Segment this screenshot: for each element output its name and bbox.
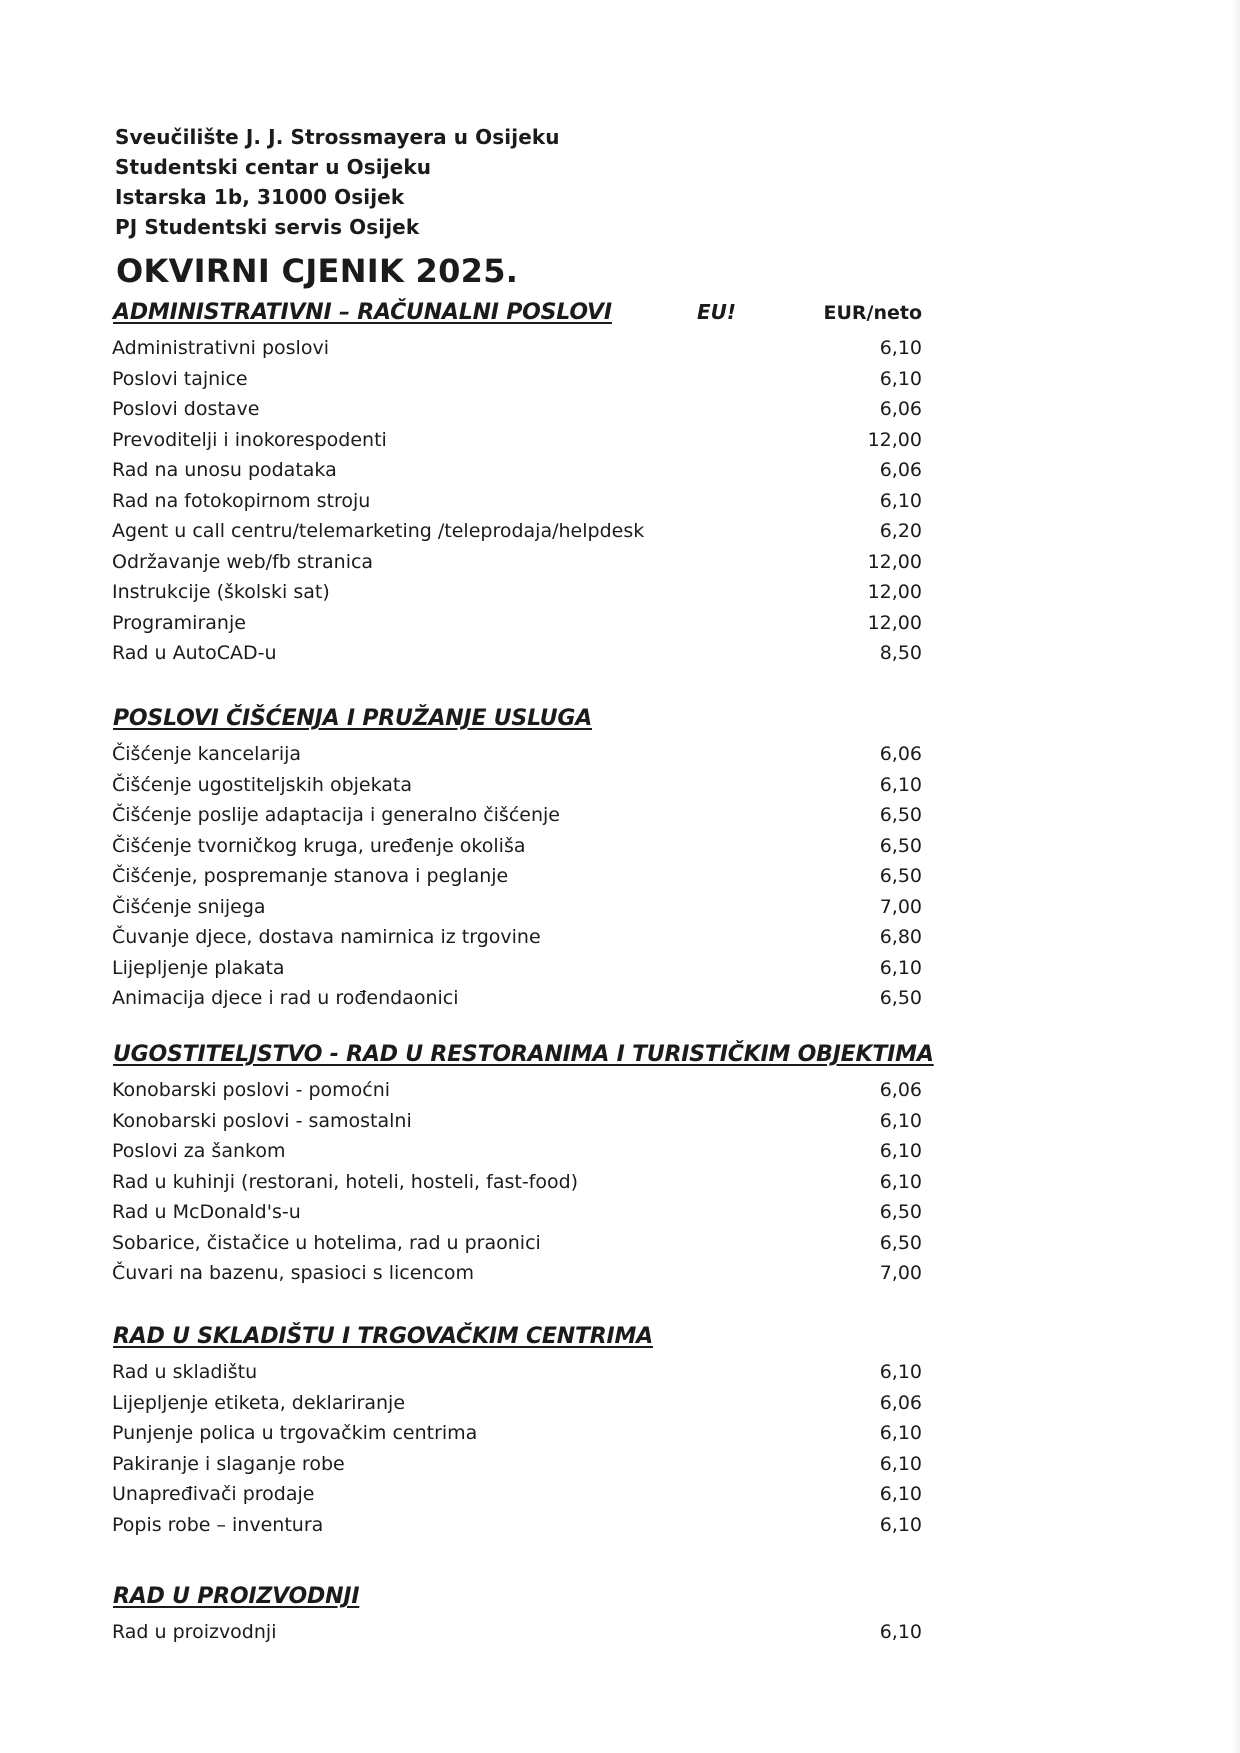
- service-name: Poslovi tajnice: [112, 367, 248, 390]
- price-row: [112, 771, 922, 802]
- section-title: POSLOVI ČIŠĆENJA I PRUŽANJE USLUGA: [113, 706, 593, 731]
- service-price: 6,10: [879, 773, 922, 796]
- price-row: [112, 548, 922, 579]
- service-name: Rad na unosu podataka: [112, 459, 337, 481]
- price-row: [112, 639, 922, 670]
- section-title: UGOSTITELJSTVO - RAD U RESTORANIMA I TURISTIČKIM OBJEKTIMA: [113, 1042, 934, 1067]
- price-row: [112, 1480, 922, 1511]
- service-price: 6,10: [879, 337, 922, 359]
- service-price: 6,10: [879, 1170, 922, 1193]
- price-row: [112, 1229, 922, 1260]
- service-price: 6,10: [879, 1513, 922, 1536]
- service-name: Punjenje polica u trgovačkim centrima: [112, 1422, 478, 1444]
- service-name: Održavanje web/fb stranica: [112, 550, 374, 573]
- price-row: [112, 487, 922, 518]
- service-name: Čišćenje tvorničkog kruga, uređenje okoliša: [112, 834, 526, 857]
- header-line: Sveučilište J. J. Strossmayera u Osijeku: [115, 125, 560, 149]
- service-price: 12,00: [867, 550, 922, 573]
- price-row: [112, 517, 922, 548]
- section-rows: [112, 1358, 922, 1541]
- service-name: Instrukcije (školski sat): [112, 581, 330, 603]
- service-price: 6,50: [879, 834, 922, 857]
- column-header-eur-neto: EUR/neto: [823, 302, 922, 324]
- service-price: 12,00: [867, 581, 922, 603]
- price-row: [112, 801, 922, 832]
- service-price: 6,06: [879, 1391, 922, 1414]
- section-rows: [112, 1618, 922, 1649]
- service-name: Rad u McDonald's-u: [112, 1201, 301, 1223]
- header-line: PJ Studentski servis Osijek: [115, 215, 420, 239]
- service-price: 6,20: [879, 520, 922, 542]
- service-name: Rad u kuhinji (restorani, hoteli, hosteli, fast-food): [112, 1170, 579, 1193]
- service-price: 6,10: [879, 1140, 922, 1162]
- section-rows: [112, 1076, 922, 1290]
- service-price: 6,80: [879, 926, 922, 948]
- section-administrativni: [112, 300, 922, 670]
- price-row: [112, 1137, 922, 1168]
- price-row: [112, 862, 922, 893]
- document-title: OKVIRNI CJENIK 2025.: [116, 252, 519, 290]
- section-skladiste: [112, 1324, 922, 1541]
- section-title: ADMINISTRATIVNI – RAČUNALNI POSLOVI: [113, 300, 612, 325]
- price-row: [112, 1511, 922, 1542]
- service-name: Lijepljenje etiketa, deklariranje: [112, 1391, 406, 1414]
- service-price: 6,50: [879, 1231, 922, 1254]
- price-row: [112, 1198, 922, 1229]
- header-line: Studentski centar u Osijeku: [115, 155, 432, 179]
- service-price: 6,06: [879, 743, 922, 765]
- service-price: 6,10: [879, 367, 922, 390]
- service-price: 6,10: [879, 1422, 922, 1444]
- section-proizvodnja: [112, 1584, 922, 1649]
- service-name: Administrativni poslovi: [112, 337, 329, 359]
- price-row: [112, 1168, 922, 1199]
- section-ciscenje: [112, 706, 922, 1015]
- service-name: Poslovi dostave: [112, 398, 260, 420]
- service-price: 6,50: [879, 804, 922, 826]
- service-price: 8,50: [879, 642, 922, 664]
- service-name: Rad u proizvodnji: [112, 1621, 277, 1643]
- service-name: Popis robe – inventura: [112, 1513, 324, 1536]
- price-row: [112, 1618, 922, 1649]
- service-price: 6,50: [879, 987, 922, 1009]
- service-name: Čišćenje, pospremanje stanova i peglanje: [112, 865, 509, 887]
- service-price: 6,06: [879, 1079, 922, 1101]
- price-row: [112, 1076, 922, 1107]
- price-row: [112, 1259, 922, 1290]
- service-name: Rad u skladištu: [112, 1361, 258, 1383]
- price-row: [112, 578, 922, 609]
- service-name: Prevoditelji i inokorespodenti: [112, 428, 387, 451]
- price-row: [112, 365, 922, 396]
- price-row: [112, 923, 922, 954]
- price-row: [112, 954, 922, 985]
- price-row: [112, 426, 922, 457]
- price-row: [112, 832, 922, 863]
- price-row: [112, 1107, 922, 1138]
- price-row: [112, 984, 922, 1015]
- service-name: Čuvari na bazenu, spasioci s licencom: [112, 1262, 475, 1284]
- service-price: 6,10: [879, 1483, 922, 1505]
- service-name: Lijepljenje plakata: [112, 956, 285, 979]
- service-name: Poslovi za šankom: [112, 1140, 286, 1162]
- service-price: 12,00: [867, 428, 922, 451]
- section-header: [112, 706, 922, 740]
- price-row: [112, 456, 922, 487]
- section-title: RAD U SKLADIŠTU I TRGOVAČKIM CENTRIMA: [113, 1324, 653, 1349]
- service-price: 12,00: [867, 611, 922, 634]
- section-header: [112, 1042, 934, 1076]
- service-name: Čišćenje snijega: [112, 895, 266, 918]
- price-row: [112, 1389, 922, 1420]
- service-price: 6,10: [879, 1452, 922, 1475]
- section-ugostiteljstvo: [112, 1042, 934, 1290]
- service-name: Čišćenje poslije adaptacija i generalno čišćenje: [112, 804, 560, 826]
- column-header-eu: EU!: [697, 300, 737, 324]
- price-row: [112, 1450, 922, 1481]
- scan-edge-shadow: [1232, 0, 1240, 1753]
- service-price: 7,00: [879, 895, 922, 918]
- price-row: [112, 740, 922, 771]
- header-line: Istarska 1b, 31000 Osijek: [115, 185, 405, 209]
- service-name: Programiranje: [112, 611, 246, 634]
- service-name: Sobarice, čistačice u hotelima, rad u praonici: [112, 1231, 541, 1254]
- section-rows: [112, 334, 922, 670]
- price-row: [112, 609, 922, 640]
- service-price: 6,10: [879, 1109, 922, 1132]
- section-header: [112, 300, 922, 334]
- service-name: Agent u call centru/telemarketing /teleprodaja/helpdesk: [112, 520, 645, 542]
- service-price: 6,10: [879, 1621, 922, 1643]
- section-header: [112, 1324, 922, 1358]
- section-rows: [112, 740, 922, 1015]
- price-row: [112, 1358, 922, 1389]
- service-price: 7,00: [879, 1262, 922, 1284]
- price-row: [112, 893, 922, 924]
- service-name: Čuvanje djece, dostava namirnica iz trgovine: [112, 926, 541, 948]
- section-header: [112, 1584, 922, 1618]
- service-name: Konobarski poslovi - pomoćni: [112, 1079, 391, 1101]
- price-row: [112, 334, 922, 365]
- service-name: Rad na fotokopirnom stroju: [112, 489, 371, 512]
- price-row: [112, 395, 922, 426]
- service-name: Čišćenje kancelarija: [112, 743, 302, 765]
- service-name: Pakiranje i slaganje robe: [112, 1452, 345, 1475]
- service-price: 6,50: [879, 865, 922, 887]
- service-name: Rad u AutoCAD-u: [112, 642, 277, 664]
- service-price: 6,06: [879, 398, 922, 420]
- price-row: [112, 1419, 922, 1450]
- service-price: 6,10: [879, 956, 922, 979]
- service-price: 6,06: [879, 459, 922, 481]
- service-name: Animacija djece i rad u rođendaonici: [112, 987, 459, 1009]
- service-name: Konobarski poslovi - samostalni: [112, 1109, 412, 1132]
- service-name: Unapređivači prodaje: [112, 1483, 315, 1505]
- service-name: Čišćenje ugostiteljskih objekata: [112, 773, 413, 796]
- service-price: 6,10: [879, 1361, 922, 1383]
- institution-header: [115, 122, 560, 242]
- service-price: 6,50: [879, 1201, 922, 1223]
- section-title: RAD U PROIZVODNJI: [113, 1584, 360, 1609]
- service-price: 6,10: [879, 489, 922, 512]
